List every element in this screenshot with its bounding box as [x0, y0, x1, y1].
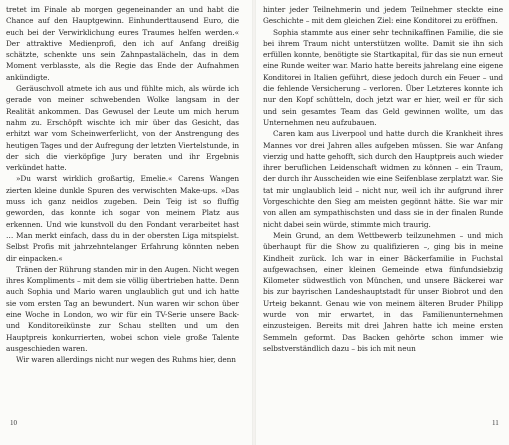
left-paragraph-2: Geräuschvoll atmete ich aus und fühlte mich, als würde ich gerade von meiner schwebenden Wolke langsam in der Realität ankommen. Das Gewusel der Leute um mich herum nahm zu. Erschöpft wischte ich mir über das Gesicht, das erhitzt war vom Scheinwerferlicht, von der Anstrengung des heutigen Tages und der Aufregung der letzten Viertelstunde, in der sich die vierköpfige Jury beraten und ihr Ergebnis verkündet hatte.	[6, 84, 239, 173]
left-paragraph-5: Wir waren allerdings nicht nur wegen des Ruhms hier, denn	[16, 355, 236, 365]
left-paragraph-3: »Du warst wirklich großartig, Emelie.« Carens Wangen zierten kleine dunkle Spuren des verwischten Make-ups. »Das muss ich ganz neidlos zugeben. Dein Teig ist so fluffig geworden, das konnte ich sogar von meinem Platz aus erkennen. Und wie kunstvoll du den Fondant verarbeitet hast … Man merkt einfach, dass du in der obersten Liga mitspielst. Selbst Profis mit jahrzehntelanger Erfahrung könnten neben dir einpacken.«	[6, 174, 239, 263]
right-page-number: 11	[492, 419, 499, 427]
left-paragraph-1: tretet im Finale ab morgen gegeneinander an und habt die Chance auf den Hauptgewinn. Einhunderttausend Euro, die euch bei der Verwirklichung eures Traumes helfen werden.« Der attraktive Medienprofi, den ich auf Anfang dreißig schätzte, schenkte uns sein Zahnpastalächeln, das in dem Moment verblasste, als die Regie das Ende der Aufnahmen ankündigte.	[6, 5, 239, 82]
right-paragraph-4: Mein Grund, an dem Wettbewerb teilzunehmen – und mich überhaupt für die Show zu qualifizieren –, ging bis in meine Kindheit zurück. Ich war in einer Bäckerfamilie in Fuchstal aufgewachsen, einer kleinen Gemeinde etwa fünfundsiebzig Kilometer südwestlich von München, und unsere Bäckerei war bis zur bayrischen Landeshauptstadt für unser Biobrot und den Urteig bekannt. Genau wie von meinem älteren Bruder Philipp wurde von mir erwartet, in das Familienunternehmen einzusteigen. Bereits mit drei Jahren hatte ich meine ersten Semmeln geformt. Das Backen gehörte schon immer wie selbstverständlich dazu – bis ich mit neun	[263, 230, 503, 353]
right-paragraph-1: hinter jeder Teilnehmerin und jedem Teilnehmer steckte eine Geschichte – mit dem gleichen Ziel: eine Konditorei zu eröffnen.	[263, 5, 503, 26]
right-paragraph-2: Sophia stammte aus einer sehr technikaffinen Familie, die sie bei ihrem Traum nicht unterstützen wollte. Damit sie ihn sich erfüllen konnte, benötigte sie Startkapital, für das sie nun erneut eine Runde weiter war. Mario hatte bereits jahrelang eine eigene Konditorei in Italien geführt, diese jedoch durch ein Feuer – und die fehlende Versicherung – verloren. Über Letzteres konnte ich nur den Kopf schütteln, doch jetzt war er hier, weil er für sich und sein gesamtes Team das Geld gewinnen wollte, um das Unternehmen neu aufzubauen.	[263, 27, 503, 127]
right-page	[263, 4, 503, 354]
left-paragraph-4: Tränen der Rührung standen mir in den Augen. Nicht wegen ihres Kompliments – mit dem sie völlig übertrieben hatte. Denn auch Sophia und Mario waren unglaublich gut und ich hatte sie vom ersten Tag an bewundert. Nun waren wir schon über eine Woche in London, wo wir für ein TV-Serie unsere Back- und Konditoreikünste zur Schau stellten und um den Hauptpreis konkurrierten, wobei schon viele große Talente ausgeschieden waren.	[6, 264, 239, 353]
book-gutter	[252, 0, 256, 445]
right-paragraph-3: Caren kam aus Liverpool und hatte durch die Krankheit ihres Mannes vor drei Jahren alles aufgeben müssen. Sie war Anfang vierzig und hatte gehofft, sich durch den Hauptpreis auch wieder ihrer beruflichen Leidenschaft widmen zu können – ein Traum, der durch ihr Ausscheiden wie eine Seifenblase zerplatzt war. Sie tat mir unglaublich leid – nicht nur, weil ich ihr aufgrund ihrer Vorgeschichte den Sieg am meisten gegönnt hätte. Sie war mir von allen am sympathischsten und dass sie in der finalen Runde nicht dabei sein würde, stimmte mich traurig.	[263, 129, 503, 229]
left-page	[6, 4, 239, 366]
left-page-number: 10	[10, 419, 17, 427]
